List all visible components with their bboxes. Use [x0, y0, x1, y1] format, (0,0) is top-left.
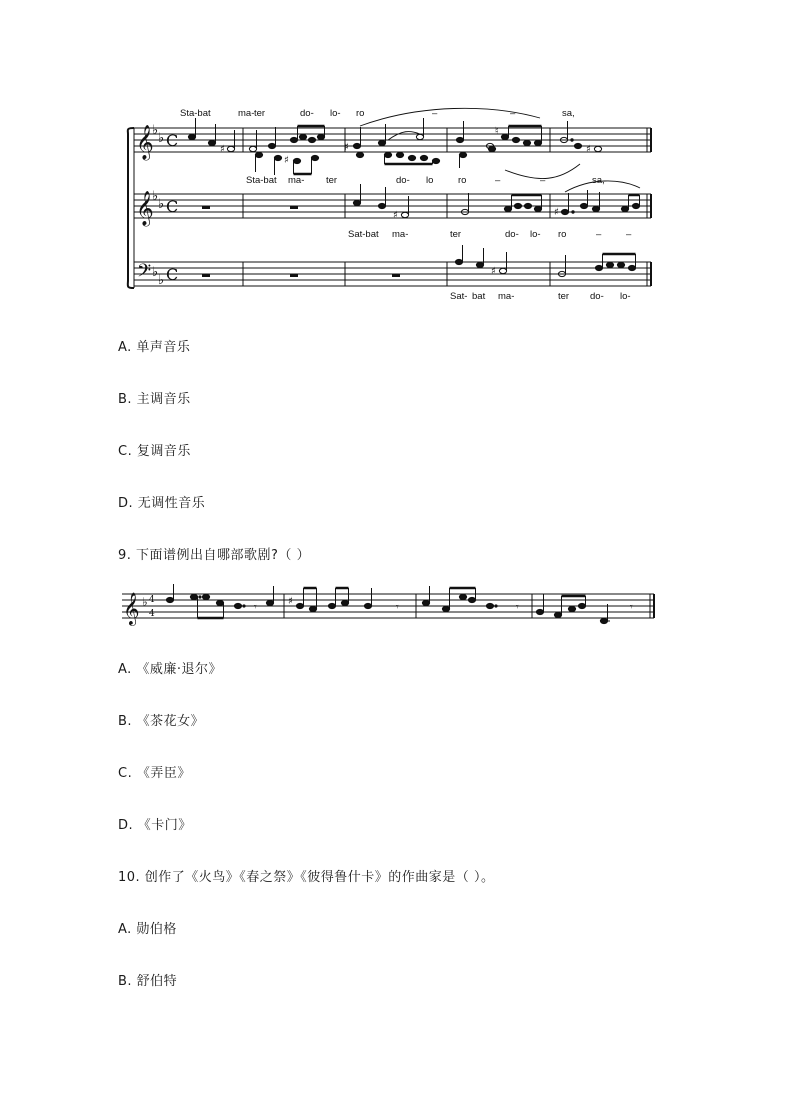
flat-icon: ♭	[152, 189, 159, 204]
svg-text:–: –	[432, 108, 438, 119]
treble-clef-icon: 𝄞	[136, 125, 154, 160]
svg-text:♯: ♯	[491, 266, 496, 277]
lyrics-tenor	[348, 229, 632, 240]
time-signature-numerator: 4	[149, 595, 155, 605]
flat-icon: ♭	[152, 123, 159, 138]
svg-text:sa,: sa,	[592, 175, 605, 186]
svg-text:ma-: ma-	[288, 175, 305, 186]
q9-option-d[interactable]: D. 《卡门》	[118, 818, 192, 833]
svg-text:♯: ♯	[554, 207, 559, 218]
svg-text:♯: ♯	[284, 155, 289, 166]
time-signature-denominator: 4	[149, 609, 155, 619]
svg-text:ter: ter	[254, 108, 266, 119]
svg-text:–: –	[626, 229, 632, 240]
svg-text:Sat-: Sat-	[450, 291, 468, 302]
svg-text:♯: ♯	[393, 210, 398, 221]
choral-score	[120, 100, 670, 310]
svg-text:do-: do-	[396, 175, 410, 186]
svg-text:–: –	[596, 229, 602, 240]
q9-stem: 9. 下面谱例出自哪部歌剧?（ ）	[118, 548, 311, 563]
svg-text:♯: ♯	[220, 144, 225, 155]
svg-text:♮: ♮	[495, 126, 499, 137]
svg-text:sa,: sa,	[562, 108, 575, 119]
lyrics-soprano	[180, 108, 575, 119]
svg-text:ma-: ma-	[498, 291, 515, 302]
svg-text:ro: ro	[356, 108, 365, 119]
q9-option-b[interactable]: B. 《茶花女》	[118, 714, 205, 729]
svg-text:ro: ro	[458, 175, 467, 186]
svg-text:–: –	[495, 175, 501, 186]
q10-option-a[interactable]: A. 勋伯格	[118, 922, 177, 937]
svg-text:–: –	[510, 108, 516, 119]
q8-option-d[interactable]: D. 无调性音乐	[118, 496, 206, 511]
flat-icon: ♭	[158, 197, 165, 212]
svg-text:♯: ♯	[288, 596, 293, 607]
svg-text:C: C	[166, 131, 179, 150]
svg-text:C: C	[166, 197, 179, 216]
svg-text:–: –	[540, 175, 546, 186]
flat-icon: ♭	[158, 273, 165, 288]
svg-text:♯: ♯	[586, 144, 591, 155]
svg-text:♯: ♯	[344, 142, 349, 153]
q10-stem: 10. 创作了《火鸟》《春之祭》《彼得鲁什卡》的作曲家是（ ）。	[118, 870, 495, 885]
svg-text:C: C	[166, 265, 179, 284]
treble-clef-icon: 𝄞	[136, 191, 154, 226]
svg-text:ro: ro	[558, 229, 567, 240]
svg-text:𝄾: 𝄾	[630, 602, 633, 613]
q8-option-a[interactable]: A. 单声音乐	[118, 340, 191, 355]
svg-text:Sta-bat: Sta-bat	[180, 108, 211, 119]
svg-text:Sta-bat: Sta-bat	[246, 175, 277, 186]
svg-text:ter: ter	[450, 229, 462, 240]
svg-text:lo-: lo-	[620, 291, 631, 302]
q9-option-c[interactable]: C. 《弄臣》	[118, 766, 191, 781]
svg-text:lo-: lo-	[330, 108, 341, 119]
flat-icon: ♭	[158, 131, 165, 146]
svg-text:lo-: lo-	[530, 229, 541, 240]
svg-text:𝄾: 𝄾	[254, 602, 257, 613]
svg-text:bat: bat	[472, 291, 486, 302]
svg-text:ma-: ma-	[238, 108, 255, 119]
svg-text:do-: do-	[590, 291, 604, 302]
lyrics-bass	[450, 291, 631, 302]
flat-icon: ♭	[142, 595, 148, 609]
q10-option-b[interactable]: B. 舒伯特	[118, 974, 178, 989]
bass-clef-icon: 𝄢	[137, 261, 152, 286]
q8-option-b[interactable]: B. 主调音乐	[118, 392, 191, 407]
lyrics-alto	[246, 175, 605, 186]
svg-text:ma-: ma-	[392, 229, 409, 240]
svg-text:𝄾: 𝄾	[396, 602, 399, 613]
svg-text:lo: lo	[426, 175, 434, 186]
svg-text:ter: ter	[558, 291, 570, 302]
q8-option-c[interactable]: C. 复调音乐	[118, 444, 191, 459]
svg-text:do-: do-	[300, 108, 314, 119]
svg-text:do-: do-	[505, 229, 519, 240]
q9-score	[120, 582, 660, 632]
svg-text:Sat-bat: Sat-bat	[348, 229, 379, 240]
flat-icon: ♭	[152, 265, 159, 280]
svg-text:ter: ter	[326, 175, 338, 186]
treble-clef-icon: 𝄞	[123, 592, 140, 625]
q9-option-a[interactable]: A. 《威廉·退尔》	[118, 662, 223, 677]
svg-text:𝄾: 𝄾	[516, 602, 519, 613]
